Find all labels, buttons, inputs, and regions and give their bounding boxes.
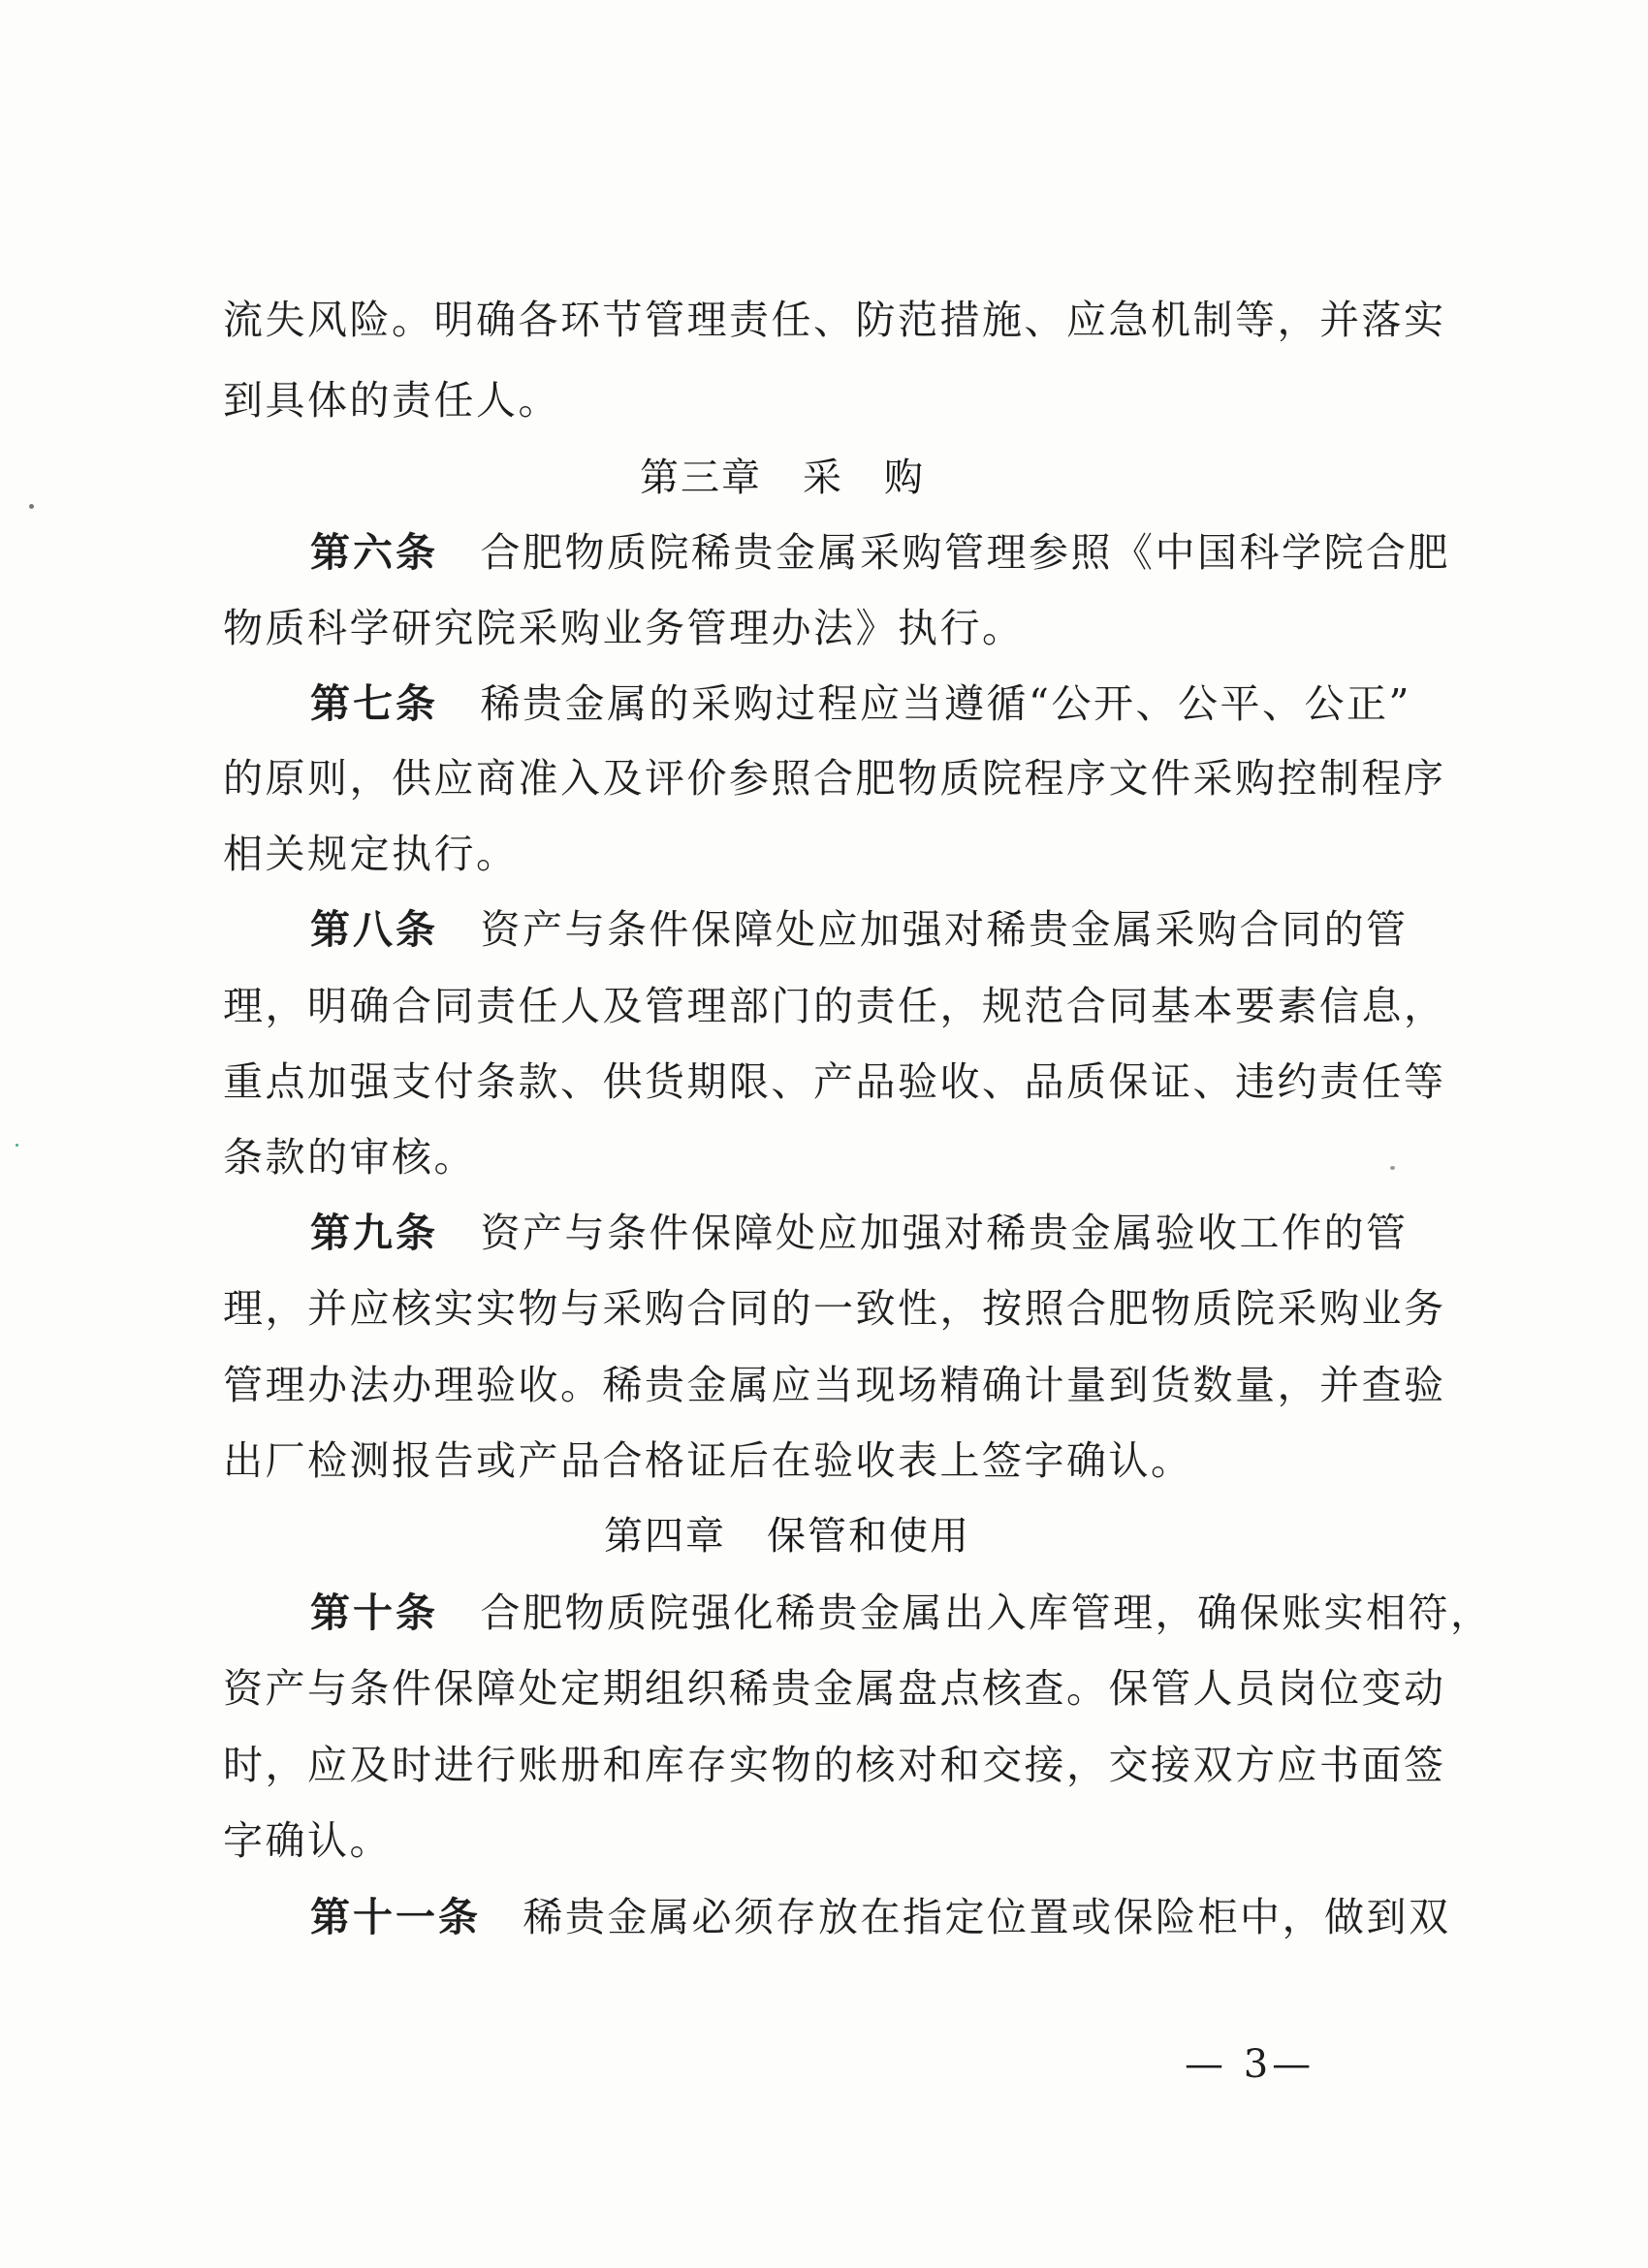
article-text: 稀贵金属的采购过程应当遵循“公开、公平、公正”	[480, 680, 1411, 727]
article-text: 资产与条件保障处应加强对稀贵金属验收工作的管	[480, 1210, 1409, 1256]
scan-speck	[29, 504, 34, 509]
article-6-first-line	[310, 523, 1450, 582]
article-label: 第六条	[310, 529, 438, 576]
text-line: 字确认。	[223, 1817, 392, 1864]
text-line: 相关规定执行。	[223, 831, 519, 877]
text-line: 管理办法办理验收。稀贵金属应当现场精确计量到货数量，并查验	[223, 1362, 1446, 1408]
text-line: 时，应及时进行账册和库存实物的核对和交接，交接双方应书面签	[223, 1742, 1446, 1788]
article-7-first-line	[310, 675, 1411, 733]
page-number: — 3—	[1185, 2042, 1315, 2087]
scan-speck	[16, 1144, 18, 1147]
text-line: 物质科学研究院采购业务管理办法》执行。	[223, 605, 1025, 651]
article-text: 稀贵金属必须存放在指定位置或保险柜中，做到双	[523, 1894, 1451, 1940]
article-text: 资产与条件保障处应加强对稀贵金属采购合同的管	[480, 906, 1409, 953]
text-line: 理，并应核实实物与采购合同的一致性，按照合肥物质院采购业务	[223, 1285, 1446, 1332]
article-8-first-line	[310, 900, 1409, 959]
text-line: 理，明确合同责任人及管理部门的责任，规范合同基本要素信息，	[223, 983, 1446, 1029]
chapter-heading: 第三章 采 购	[640, 456, 925, 500]
chapter-heading: 第四章 保管和使用	[604, 1514, 970, 1559]
article-label: 第九条	[310, 1210, 438, 1256]
text-line: 流失风险。明确各环节管理责任、防范措施、应急机制等，并落实	[223, 297, 1446, 343]
article-9-first-line	[310, 1204, 1409, 1262]
text-line: 出厂检测报告或产品合格证后在验收表上签字确认。	[223, 1437, 1193, 1484]
text-line: 条款的审核。	[223, 1134, 476, 1181]
article-10-first-line	[310, 1584, 1493, 1642]
text-line: 的原则，供应商准入及评价参照合肥物质院程序文件采购控制程序	[223, 755, 1446, 802]
article-label: 第十一条	[310, 1894, 481, 1940]
article-11-first-line	[310, 1888, 1451, 1946]
text-line: 重点加强支付条款、供货期限、产品验收、品质保证、违约责任等	[223, 1058, 1446, 1105]
text-line: 到具体的责任人。	[223, 377, 560, 424]
article-label: 第十条	[310, 1590, 438, 1636]
article-text: 合肥物质院稀贵金属采购管理参照《中国科学院合肥	[480, 529, 1450, 576]
article-label: 第七条	[310, 680, 438, 727]
scan-speck	[1390, 1166, 1395, 1170]
article-text: 合肥物质院强化稀贵金属出入库管理，确保账实相符，	[480, 1590, 1493, 1636]
article-label: 第八条	[310, 906, 438, 953]
text-line: 资产与条件保障处定期组织稀贵金属盘点核查。保管人员岗位变动	[223, 1665, 1446, 1712]
